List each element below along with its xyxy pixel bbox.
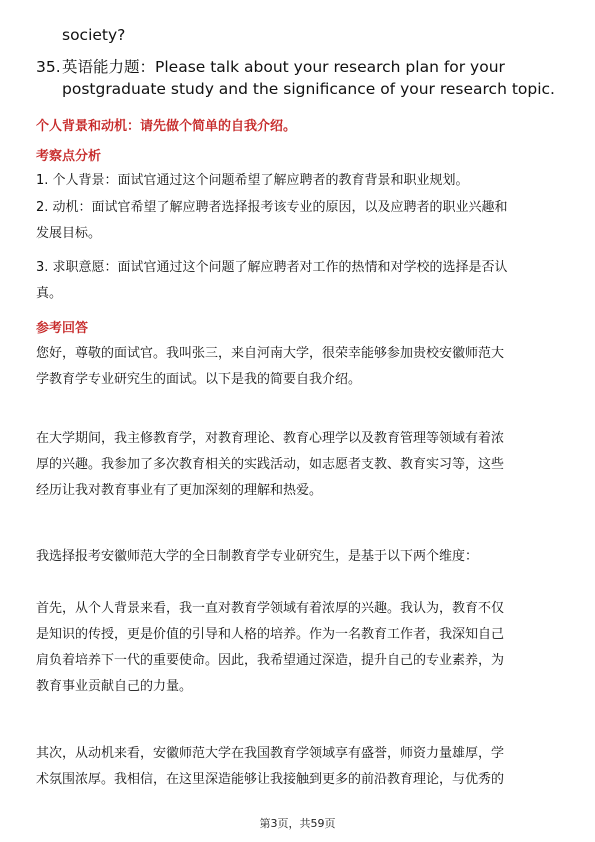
analysis-point-3: 3. 求职意愿：面试官通过这个问题了解应聘者对工作的热情和对学校的选择是否认 真。	[36, 260, 508, 301]
question-text: 英语能力题：Please talk about your research plan for your postgraduate study and the significance of your research topic.	[62, 58, 555, 98]
question-continuation: society?	[62, 26, 126, 44]
answer-paragraph-4: 首先，从个人背景来看，我一直对教育学领域有着浓厚的兴趣。我认为，教育不仅 是知识的传授，更是价值的引导和人格的培养。作为一名教育工作者，我深知自己 肩负着培养下一代的重要使命。因此，我希望通过深造，提升自己的专业素养，为 教育事业贡献自己的力量。	[36, 601, 505, 694]
analysis-point-2: 2. 动机：面试官希望了解应聘者选择报考该专业的原因，以及应聘者的职业兴趣和 发展目标。	[36, 200, 508, 241]
answer-paragraph-5: 其次，从动机来看，安徽师范大学在我国教育学领域享有盛誉，师资力量雄厚，学 术氛围浓厚。我相信，在这里深造能够让我接触到更多的前沿教育理论，与优秀的	[36, 746, 505, 787]
question-number: 35.	[36, 58, 61, 76]
answer-paragraph-2: 在大学期间，我主修教育学，对教育理论、教育心理学以及教育管理等领域有着浓 厚的兴趣。我参加了多次教育相关的实践活动，如志愿者支教、教育实习等，这些 经历让我对教育事业有了更加深刻的理解和热爱。	[36, 431, 505, 498]
analysis-heading: 考察点分析	[36, 149, 102, 164]
question-35	[36, 56, 566, 100]
page-footer: 第3页，共59页	[259, 817, 336, 830]
answer-heading: 参考回答	[36, 321, 89, 336]
answer-paragraph-1: 您好，尊敬的面试官。我叫张三，来自河南大学，很荣幸能够参加贵校安徽师范大 学教育学专业研究生的面试。以下是我的简要自我介绍。	[36, 346, 505, 387]
analysis-point-1: 1. 个人背景：面试官通过这个问题希望了解应聘者的教育背景和职业规划。	[36, 173, 469, 188]
intro-heading: 个人背景和动机：请先做个简单的自我介绍。	[36, 119, 297, 134]
answer-paragraph-3: 我选择报考安徽师范大学的全日制教育学专业研究生，是基于以下两个维度：	[36, 549, 479, 564]
